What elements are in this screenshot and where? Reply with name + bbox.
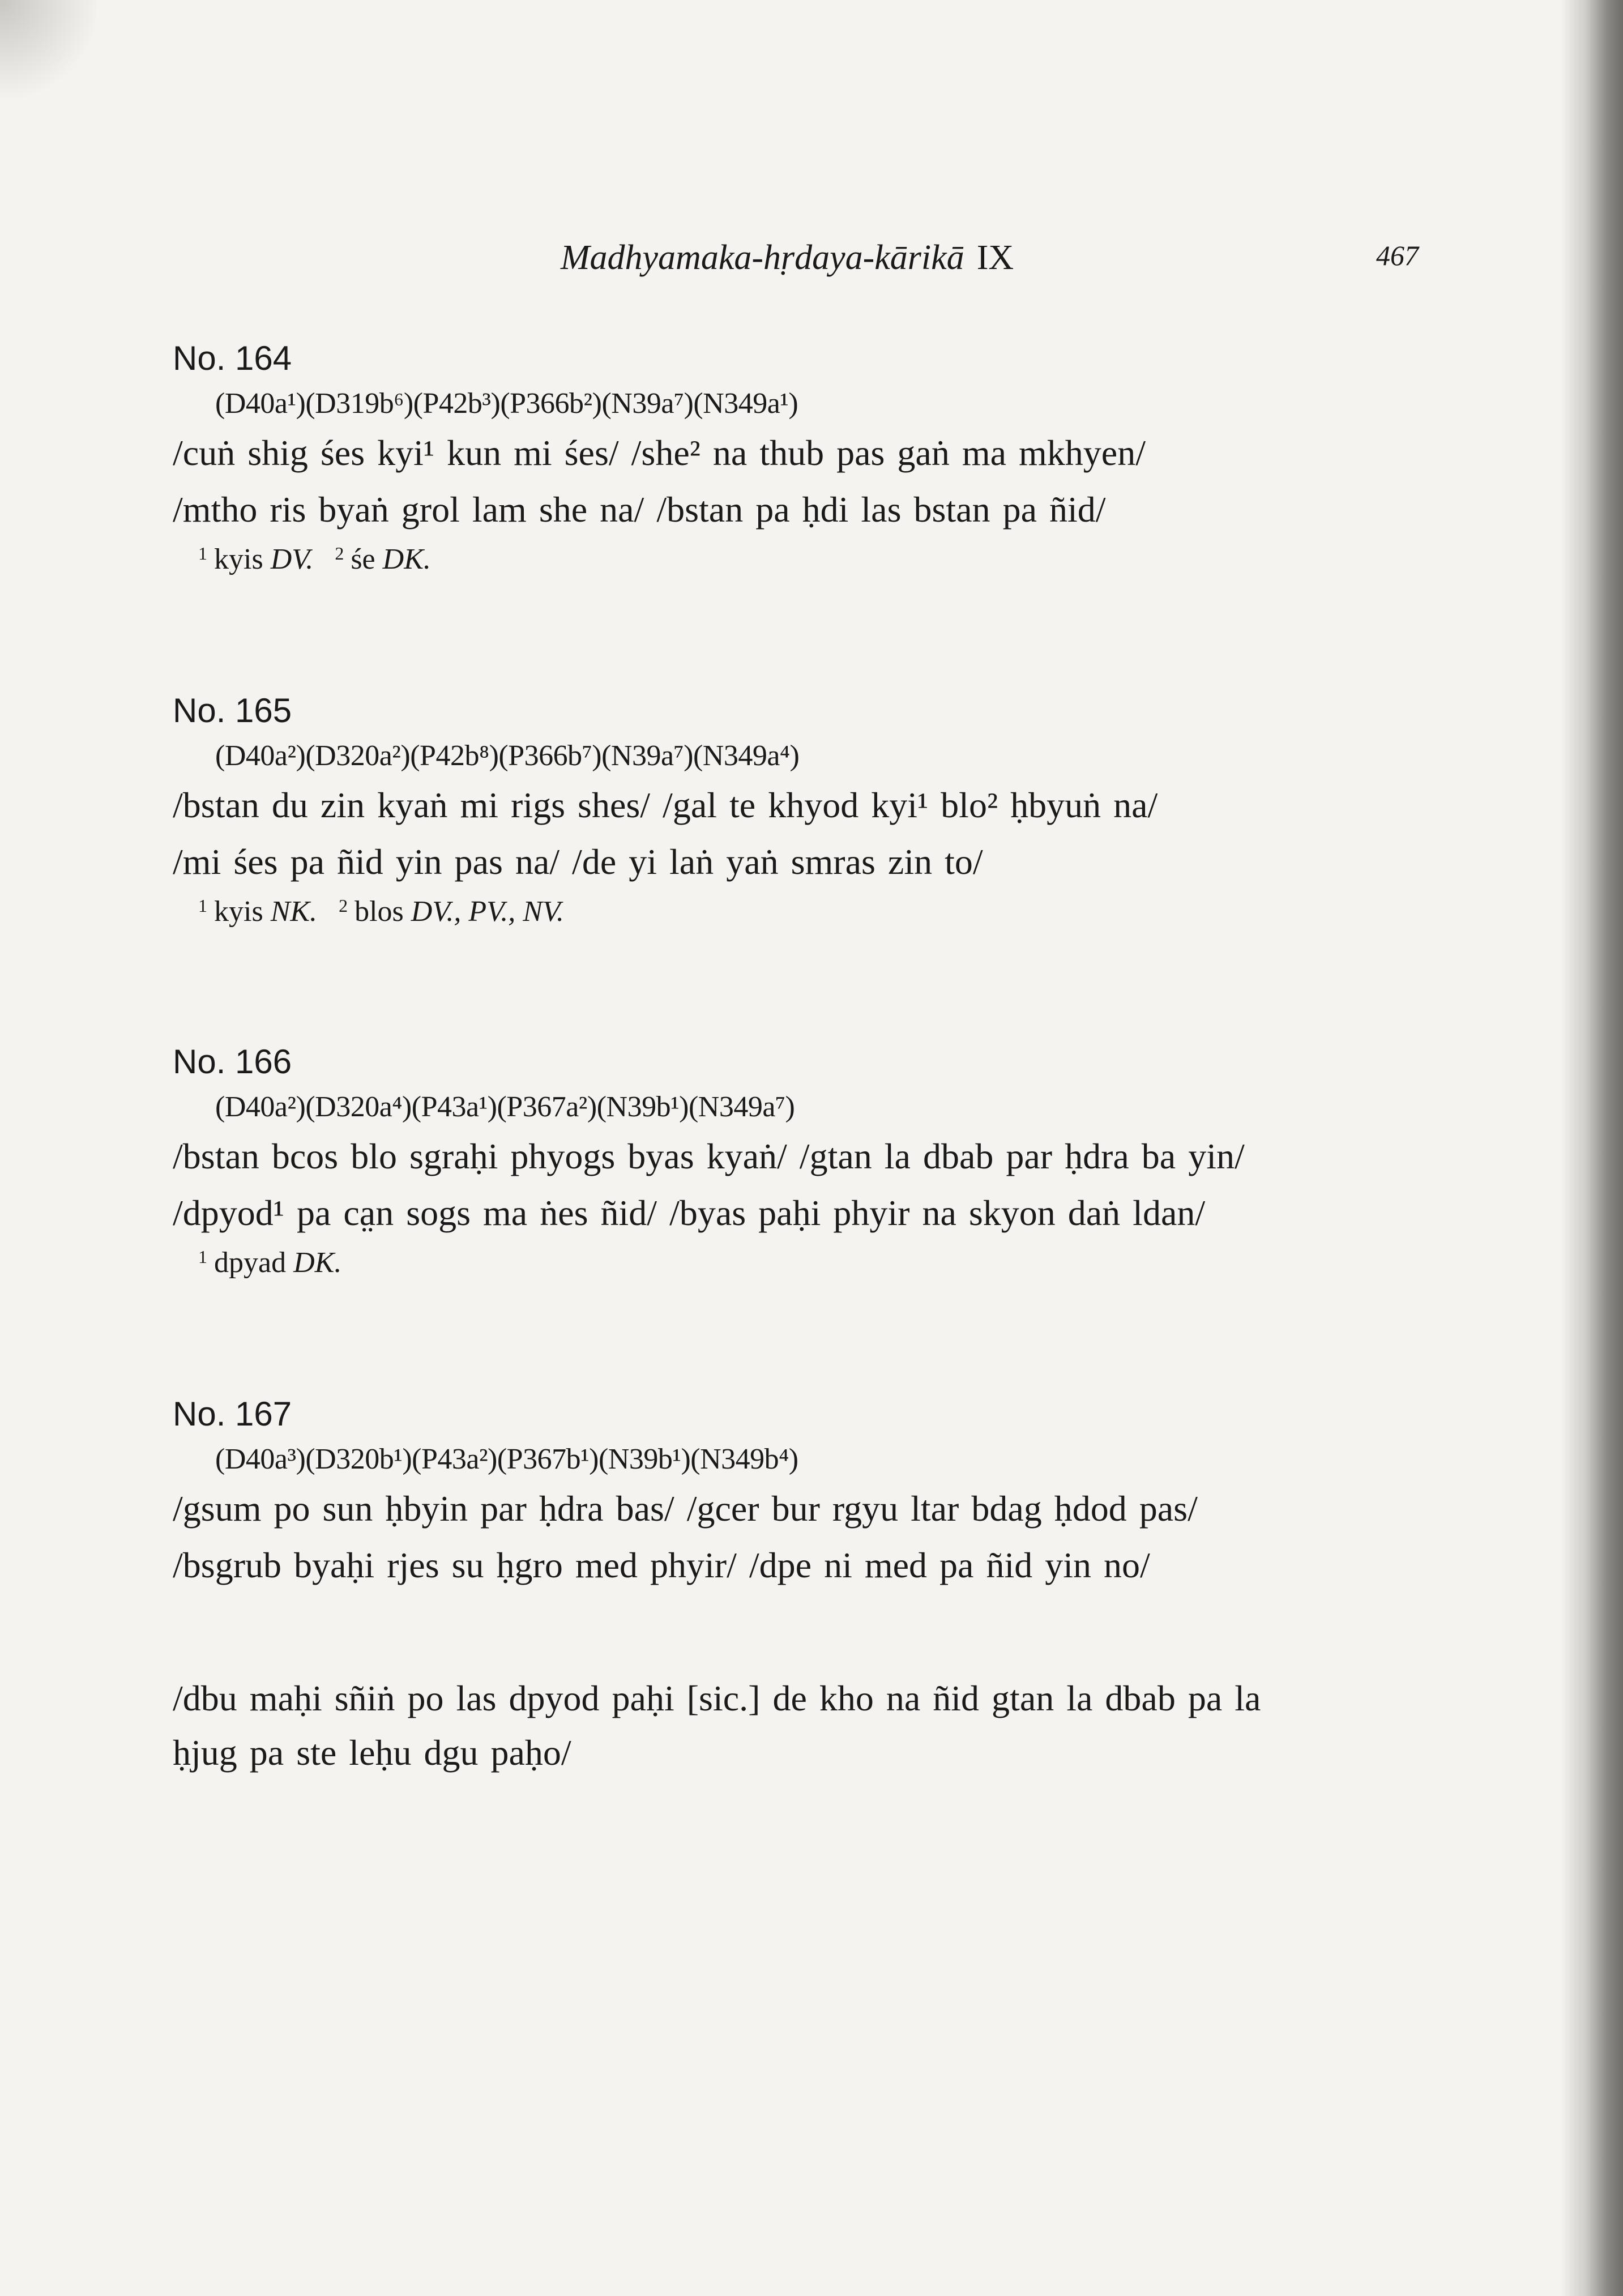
manuscript-refs: (D40a³)(D320b¹)(P43a²)(P367b¹)(N39b¹)(N349b⁴) [215,1443,798,1475]
manuscript-refs: (D40a²)(D320a⁴)(P43a¹)(P367a²)(N39b¹)(N349a⁷) [215,1091,795,1123]
verse-line: /bstan du zin kyaṅ mi rigs shes/ /gal te khyod kyi¹ blo² ḥbyuṅ na/ [173,785,1158,825]
manuscript-refs: (D40a²)(D320a²)(P42b⁸)(P366b⁷)(N39a⁷)(N349a⁴) [215,740,800,772]
verse-line: /bstan bcos blo sgraḥi phyogs byas kyaṅ/ /gtan la dbab par ḥdra ba yin/ [173,1136,1245,1176]
footnote-mark: 2 [339,895,348,916]
footnote-mark: 1 [198,1247,207,1267]
colophon-line: /dbu maḥi sñiṅ po las dpyod paḥi [sic.] de kho na ñid gtan la dbab pa la [173,1678,1261,1718]
footnote-word: kyis [214,895,263,928]
verse-line: /dpyod¹ pa ca̤n sogs ma ṅes ñid/ /byas paḥi phyir na skyon daṅ ldan/ [173,1193,1206,1233]
footnotes [198,1246,341,1279]
footnote-word: dpyad [214,1247,287,1279]
colophon-line: ḥjug pa ste leḥu dgu paḥo/ [173,1732,571,1773]
scan-binding-shadow [1561,0,1623,2296]
scan-corner-shading [0,0,96,108]
verse-number: No. 164 [173,339,292,377]
footnote-word: śe [351,543,375,575]
verse-line: /gsum po sun ḥbyin par ḥdra bas/ /gcer bur rgyu ltar bdag ḥdod pas/ [173,1488,1198,1529]
footnote-mark: 1 [198,543,207,564]
footnote-sigla: DK. [293,1247,342,1279]
page-number: 467 [1376,240,1419,271]
verse-line: /mi śes pa ñid yin pas na/ /de yi laṅ yaṅ smras zin to/ [173,842,983,882]
footnotes [198,895,564,928]
chapter-number: IX [976,238,1014,277]
running-title-text: Madhyamaka-hṛdaya-kārikā [560,238,964,277]
manuscript-refs: (D40a¹)(D319b⁶)(P42b³)(P366b²)(N39a⁷)(N349a¹) [215,387,798,420]
footnote-sigla: DK. [382,543,431,575]
verse-line: /bsgrub byaḥi rjes su ḥgro med phyir/ /dpe ni med pa ñid yin no/ [173,1545,1150,1585]
footnote-sigla: DV., PV., NV. [411,895,564,928]
page-header [0,238,1623,278]
footnotes [198,543,431,576]
footnote-sigla: DV. [270,543,314,575]
footnote-sigla: NK. [270,895,318,928]
footnote-mark: 2 [335,543,344,564]
verse-number: No. 167 [173,1395,292,1433]
footnote-word: kyis [214,543,263,575]
verse-line: /cuṅ shig śes kyi¹ kun mi śes/ /she² na thub pas gaṅ ma mkhyen/ [173,433,1146,473]
running-title [561,238,1014,278]
footnote-mark: 1 [198,895,207,916]
verse-number: No. 166 [173,1043,292,1081]
verse-line: /mtho ris byaṅ grol lam she na/ /bstan pa ḥdi las bstan pa ñid/ [173,489,1106,530]
verse-number: No. 165 [173,692,292,729]
footnote-word: blos [355,895,404,928]
